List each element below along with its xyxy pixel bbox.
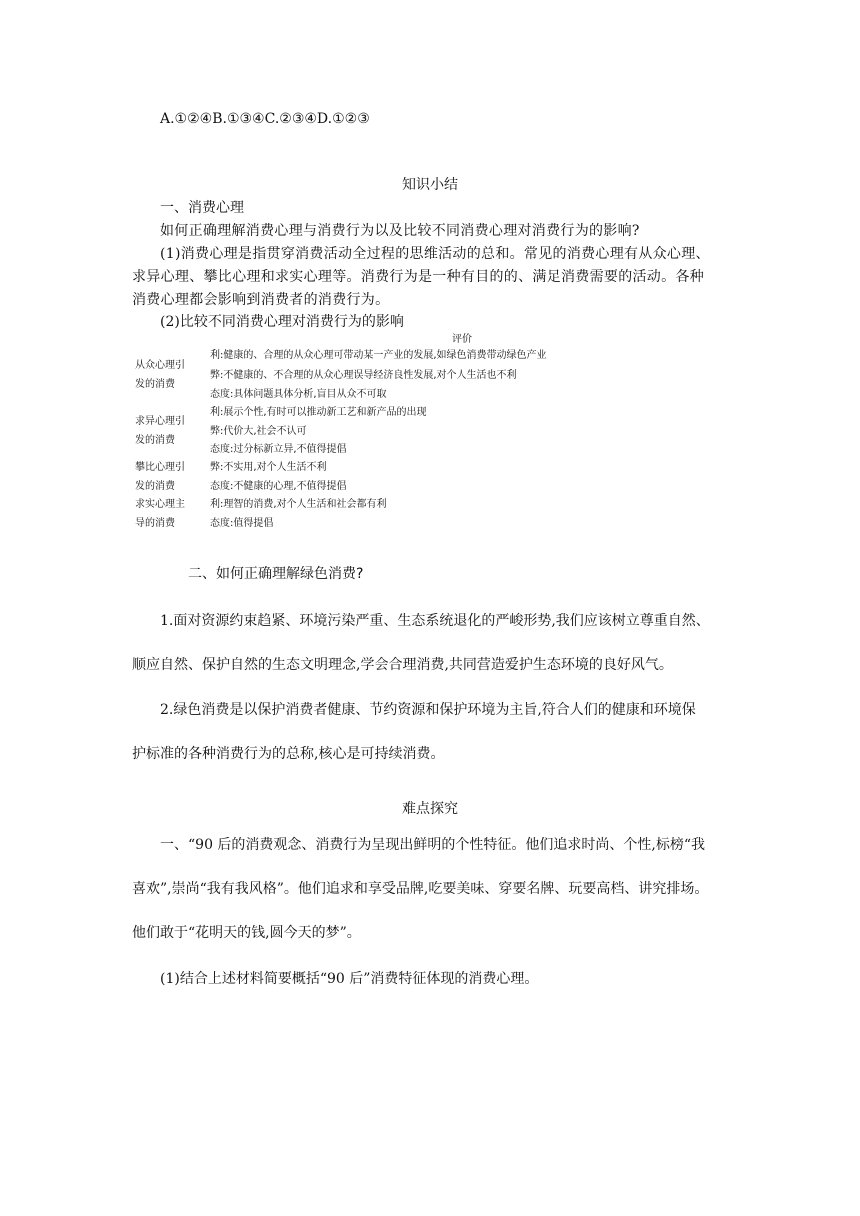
- section1-heading: 一、消费心理: [160, 200, 244, 216]
- table-cell-pro: 利:理智的消费,对个人生活和社会都有利: [210, 499, 387, 510]
- table-row-label: 从众心理引: [135, 360, 185, 371]
- material-line3: 他们敢于“花明天的钱,圆今天的梦”。: [132, 925, 361, 941]
- table-row-label: 导的消费: [135, 518, 175, 529]
- para1-line1: (1)消费心理是指贯穿消费活动全过程的思维活动的总和。常见的消费心理有从众心理、: [160, 246, 710, 262]
- table-row-label: 发的消费: [135, 379, 175, 390]
- table-cell-attitude: 态度:值得提倡: [210, 518, 274, 529]
- summary-question: 如何正确理解消费心理与消费行为以及比较不同消费心理对消费行为的影响?: [160, 223, 640, 239]
- difficulty-title: 难点探究: [402, 801, 458, 817]
- table-cell-attitude: 态度:不健康的心理,不值得提倡: [210, 481, 347, 492]
- table-row-label: 求异心理引: [135, 416, 185, 427]
- green-para2-line2: 护标准的各种消费行为的总称,核心是可持续消费。: [132, 746, 445, 762]
- table-cell-con: 弊:代价大,社会不认可: [210, 426, 307, 437]
- green-para2-line1: 2.绿色消费是以保护消费者健康、节约资源和保护环境为主旨,符合人们的健康和环境保: [160, 702, 696, 718]
- difficulty-question1: (1)结合上述材料简要概括“90 后”消费特征体现的消费心理。: [160, 971, 539, 987]
- table-header: 评价: [452, 334, 472, 345]
- green-para1-line2: 顺应自然、保护自然的生态文明理念,学会合理消费,共同营造爱护生态环境的良好风气。: [132, 657, 673, 673]
- section2-heading: 二、如何正确理解绿色消费?: [188, 566, 364, 582]
- summary-title: 知识小结: [402, 177, 458, 193]
- material-line2: 喜欢”,崇尚“我有我风格”。他们追求和享受品牌,吃要美味、穿要名牌、玩要高档、讲究排场。: [132, 881, 709, 897]
- para1-line2: 求异心理、攀比心理和求实心理等。消费行为是一种有目的的、满足消费需要的活动。各种: [132, 269, 704, 285]
- table-cell-con: 弊:不实用,对个人生活不利: [210, 462, 327, 473]
- table-cell-attitude: 态度:具体问题具体分析,盲目从众不可取: [210, 389, 387, 400]
- answer-options: A.①②④B.①③④C.②③④D.①②③: [160, 111, 370, 127]
- green-para1-line1: 1.面对资源约束趋紧、环境污染严重、生态系统退化的严峻形势,我们应该树立尊重自然、: [160, 613, 710, 629]
- table-row-label: 发的消费: [135, 435, 175, 446]
- para2: (2)比较不同消费心理对消费行为的影响: [160, 314, 404, 330]
- table-row-label: 求实心理主: [135, 499, 185, 510]
- table-row-label: 攀比心理引: [135, 462, 185, 473]
- table-cell-con: 弊:不健康的、不合理的从众心理误导经济良性发展,对个人生活也不利: [210, 370, 517, 381]
- para1-line3: 消费心理都会影响到消费者的消费行为。: [132, 292, 390, 308]
- table-cell-pro: 利:健康的、合理的从众心理可带动某一产业的发展,如绿色消费带动绿色产业: [210, 350, 547, 361]
- table-row-label: 发的消费: [135, 481, 175, 492]
- table-cell-pro: 利:展示个性,有时可以推动新工艺和新产品的出现: [210, 407, 427, 418]
- material-line1: 一、“90 后的消费观念、消费行为呈现出鲜明的个性特征。他们追求时尚、个性,标榜“我: [160, 837, 706, 853]
- table-cell-attitude: 态度:过分标新立异,不值得提倡: [210, 444, 347, 455]
